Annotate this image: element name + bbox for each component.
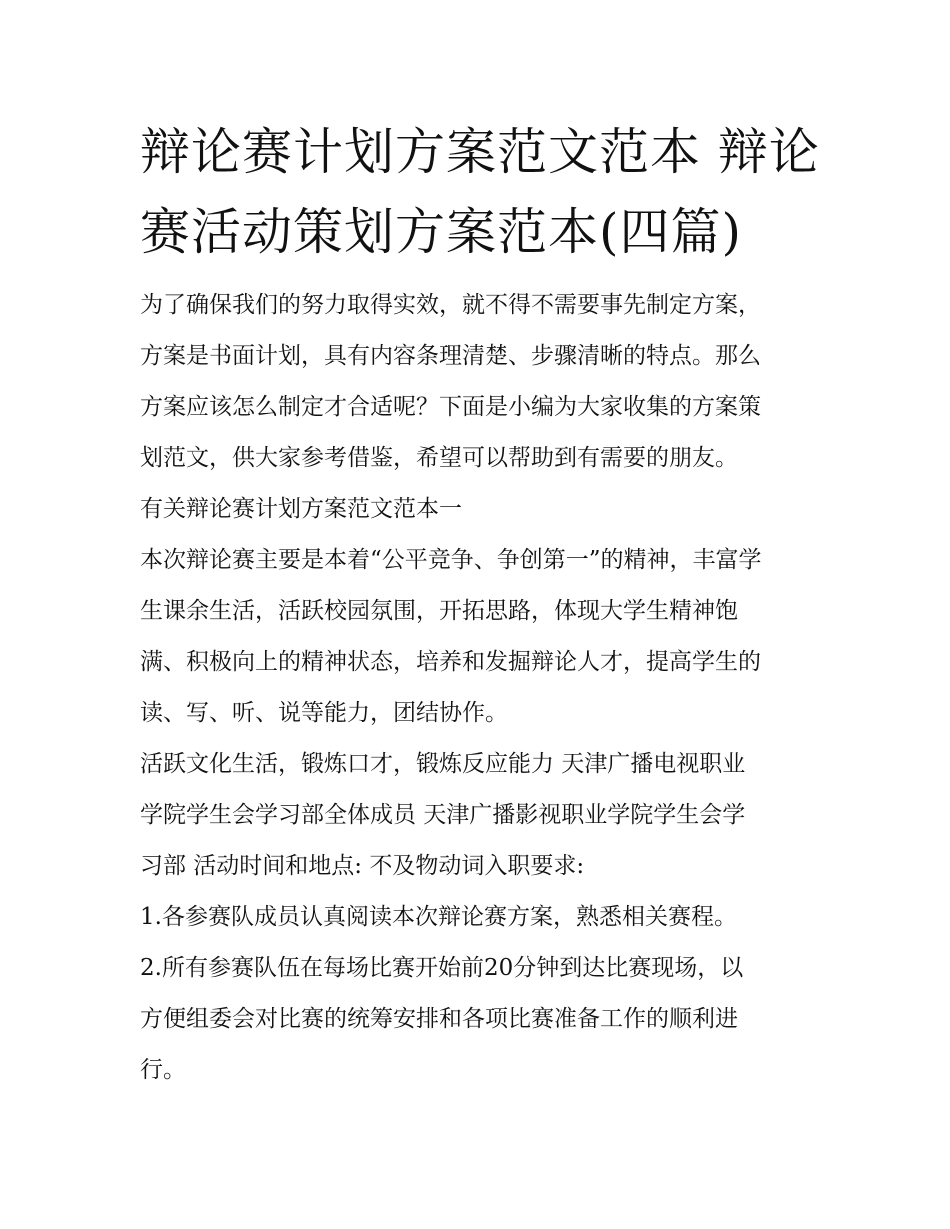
purpose-paragraph xyxy=(140,535,820,739)
intro-paragraph xyxy=(140,280,820,484)
text-line: 本次辩论赛主要是本着“公平竞争、争创第一”的精神，丰富学 xyxy=(140,547,762,573)
organizer-paragraph xyxy=(140,739,820,892)
text-line: 划范文，供大家参考借鉴，希望可以帮助到有需要的朋友。 xyxy=(140,445,738,471)
text-line: 方便组委会对比赛的统筹安排和各项比赛准备工作的顺利进 xyxy=(140,1006,738,1032)
section-heading xyxy=(140,484,820,535)
text-line: 为了确保我们的努力取得实效，就不得不需要事先制定方案， xyxy=(140,292,761,318)
title-line: 辩论赛计划方案范文范本 辩论 xyxy=(140,123,820,181)
text-line: 方案应该怎么制定才合适呢？下面是小编为大家收集的方案策 xyxy=(140,394,761,420)
text-line: 学院学生会学习部全体成员 天津广播影视职业学院学生会学 xyxy=(140,802,746,828)
text-line: 1.各参赛队成员认真阅读本次辩论赛方案，熟悉相关赛程。 xyxy=(140,904,737,930)
rule-item-1 xyxy=(140,892,820,943)
document-body xyxy=(140,280,820,1096)
text-line: 2.所有参赛队伍在每场比赛开始前20分钟到达比赛现场，以 xyxy=(140,955,744,981)
text-line: 读、写、听、说等能力，团结协作。 xyxy=(140,700,508,726)
text-line: 活跃文化生活，锻炼口才，锻炼反应能力 天津广播电视职业 xyxy=(140,751,746,777)
title-line: 赛活动策划方案范本(四篇) xyxy=(140,203,743,261)
text-line: 生课余生活，活跃校园氛围，开拓思路，体现大学生精神饱 xyxy=(140,598,738,624)
text-line: 行。 xyxy=(140,1057,186,1083)
text-line: 满、积极向上的精神状态，培养和发掘辩论人才，提高学生的 xyxy=(140,649,761,675)
text-line: 方案是书面计划，具有内容条理清楚、步骤清晰的特点。那么 xyxy=(140,343,761,369)
text-line: 有关辩论赛计划方案范文范本一 xyxy=(140,496,462,522)
text-line: 习部 活动时间和地点: 不及物动词入职要求: xyxy=(140,853,585,879)
rule-item-2 xyxy=(140,943,820,1096)
document-title xyxy=(140,112,820,272)
